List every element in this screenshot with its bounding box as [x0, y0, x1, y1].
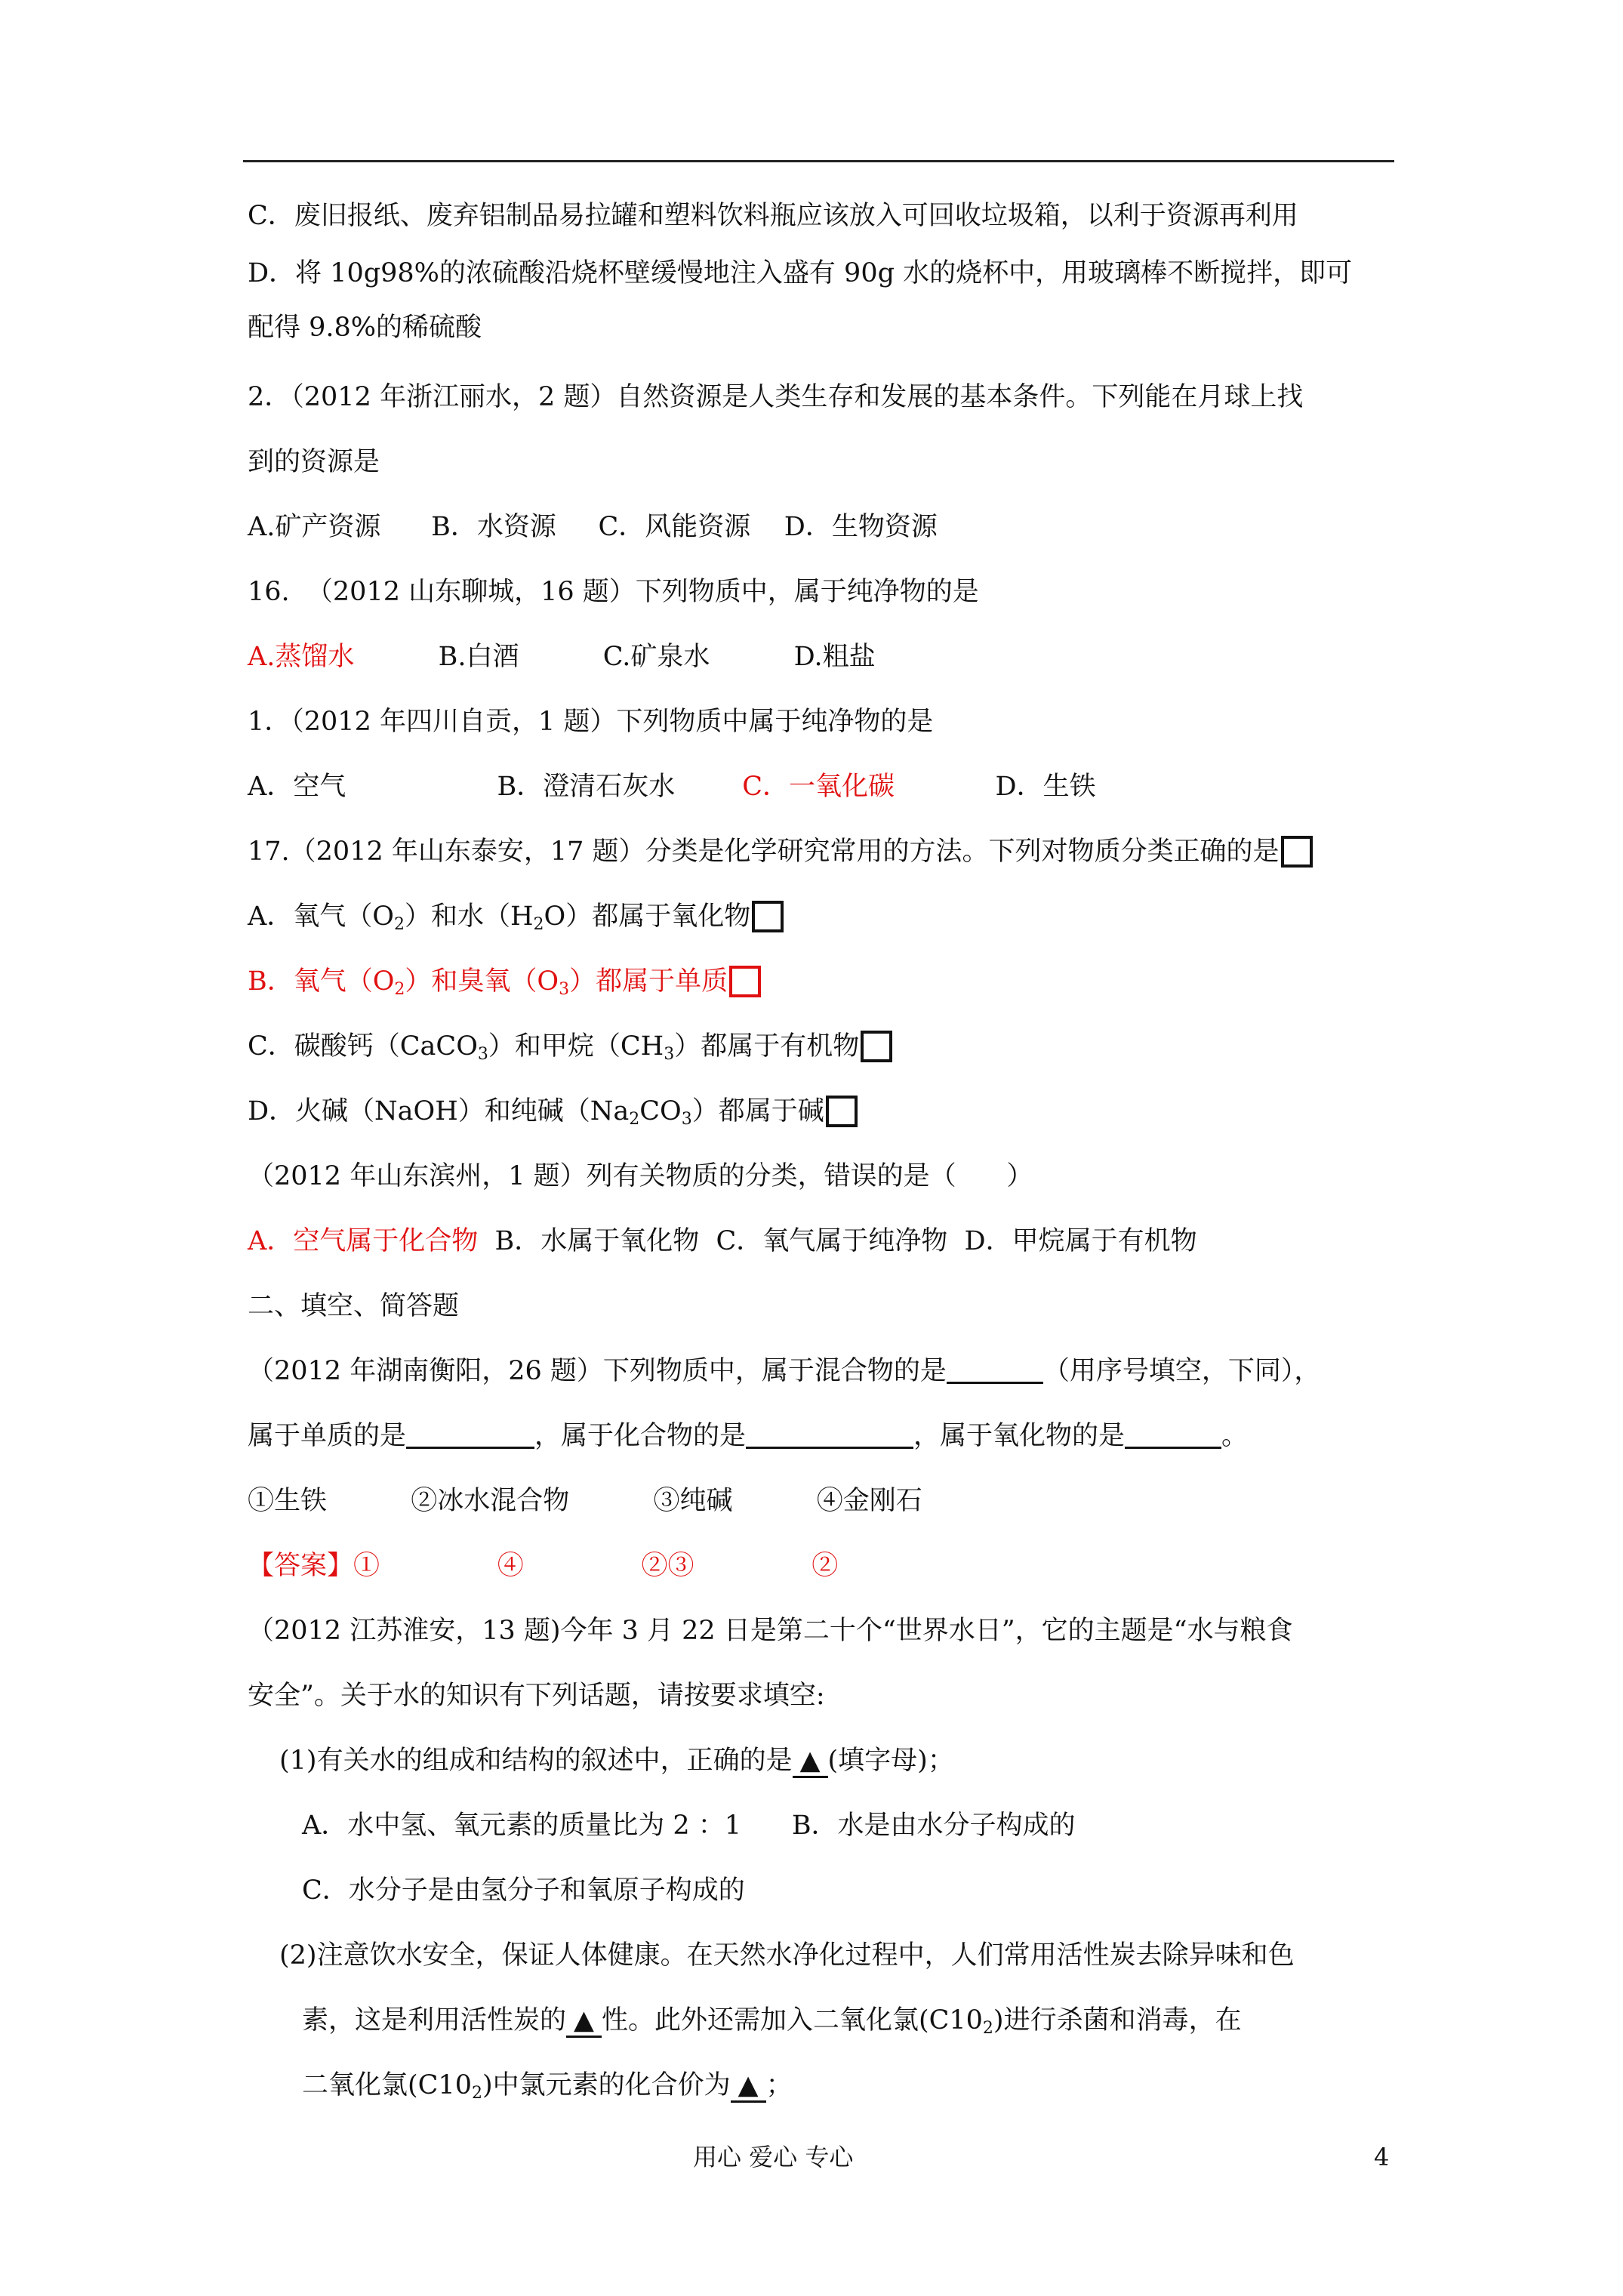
- line-option-d: D．将 10g98%的浓硫酸沿烧杯壁缓慢地注入盛有 90g 水的烧杯中，用玻璃棒不断搅拌，即可: [248, 258, 1353, 288]
- triangle-blank: ▲: [566, 2005, 602, 2038]
- subquestion-2-cont: 素，这是利用活性炭的 ▲ 性。此外还需加入二氧化氯$(C10_2)$进行杀菌和消毒，在: [302, 2005, 1242, 2038]
- page-number: 4: [1374, 2143, 1390, 2171]
- answer-highlight: A.蒸馏水: [248, 642, 355, 672]
- checkbox: [826, 1096, 858, 1127]
- question-binzhou: （2012 年山东滨州，1 题）列有关物质的分类，错误的是（ ）: [248, 1161, 1033, 1191]
- question-1: 1．（2012 年四川自贡，1 题）下列物质中属于纯净物的是: [248, 707, 934, 737]
- subquestion-2-cont2: 二氧化氯$(C10_2)$中氯元素的化合价为 ▲ ；: [302, 2070, 793, 2103]
- question-16-options: A.蒸馏水 B.白酒 C.矿泉水 D.粗盐: [248, 642, 876, 672]
- answer-blank: [1125, 1419, 1221, 1449]
- subquestion-1: (1)有关水的组成和结构的叙述中，正确的是 ▲ (填字母)；: [279, 1743, 954, 1779]
- checkbox: [1281, 836, 1313, 868]
- checkbox: [729, 966, 761, 997]
- checkbox: [752, 901, 784, 932]
- question-17-option-c: C．碳酸钙（CaCO$_3$）和甲烷$(CH_3)$都属于有机物: [248, 1028, 892, 1065]
- answer-line: 【答案】① ④ ②③ ②: [248, 1551, 839, 1581]
- question-17: 17.（2012 年山东泰安，17 题）分类是化学研究常用的方法。下列对物质分类正确的是: [248, 834, 1313, 870]
- question-hengyang-cont: 属于单质的是 ，属于化合物的是 ，属于氧化物的是 。: [248, 1421, 1249, 1451]
- question-huaian: （2012 江苏淮安，13 题)今年 3 月 22 日是第二十个“世界水日”，它的主题是“水与粮食: [248, 1616, 1293, 1646]
- answer-blank: [947, 1354, 1043, 1384]
- question-17-option-d: D．火碱（NaOH）和纯碱$(Na_2CO_3)$都属于碱: [248, 1093, 858, 1130]
- checkbox: [861, 1031, 892, 1062]
- line-option-c: C．废旧报纸、废弃铝制品易拉罐和塑料饮料瓶应该放入可回收垃圾箱，以利于资源再利用: [248, 201, 1298, 231]
- answer-highlight: C．一氧化碳: [742, 772, 895, 802]
- subquestion-2: (2)注意饮水安全，保证人体健康。在天然水净化过程中，人们常用活性炭去除异味和色: [279, 1940, 1295, 1971]
- triangle-blank: ▲: [793, 1746, 828, 1778]
- subquestion-1-option-c: C．水分子是由氢分子和氧原子构成的: [302, 1875, 745, 1906]
- question-1-options: A．空气 B．澄清石灰水 C．一氧化碳 D．生铁: [248, 772, 1096, 802]
- question-binzhou-options: A．空气属于化合物 B．水属于氧化物 C．氧气属于纯净物 D．甲烷属于有机物: [248, 1226, 1197, 1256]
- answer-highlight: A．空气属于化合物: [248, 1226, 479, 1256]
- footer-text: 用心 爱心 专心: [693, 2143, 854, 2171]
- section-heading: 二、填空、简答题: [248, 1291, 460, 1321]
- question-2: 2．（2012 年浙江丽水，2 题）自然资源是人类生存和发展的基本条件。下列能在月球上找: [248, 382, 1304, 412]
- question-16: 16. （2012 山东聊城，16 题）下列物质中，属于纯净物的是: [248, 577, 979, 607]
- question-hengyang: （2012 年湖南衡阳，26 题）下列物质中，属于混合物的是 （用序号填空，下同），: [248, 1356, 1321, 1386]
- question-2-options: A.矿产资源 B．水资源 C．风能资源 D．生物资源: [248, 512, 938, 542]
- question-17-option-a: A．氧气$(O_2)$和水$(H_2O)$都属于氧化物: [248, 898, 784, 935]
- answer-blank: [406, 1419, 534, 1449]
- question-hengyang-items: ①生铁 ②冰水混合物 ③纯碱 ④金刚石: [248, 1486, 922, 1516]
- answer-blank: [746, 1419, 913, 1449]
- question-17-option-b: B．氧气$(O_2)$和臭氧$(O_3)$都属于单质: [248, 963, 761, 1000]
- question-2-cont: 到的资源是: [248, 447, 380, 477]
- triangle-blank: ▲: [731, 2070, 766, 2103]
- question-huaian-cont: 安全”。关于水的知识有下列话题，请按要求填空:: [248, 1681, 825, 1711]
- subquestion-1-options-ab: A．水中氢、氧元素的质量比为 2 ：1 B．水是由水分子构成的: [302, 1811, 1076, 1841]
- line-option-d-cont: 配得 9.8%的稀硫酸: [248, 313, 482, 343]
- header-rule: [243, 160, 1394, 162]
